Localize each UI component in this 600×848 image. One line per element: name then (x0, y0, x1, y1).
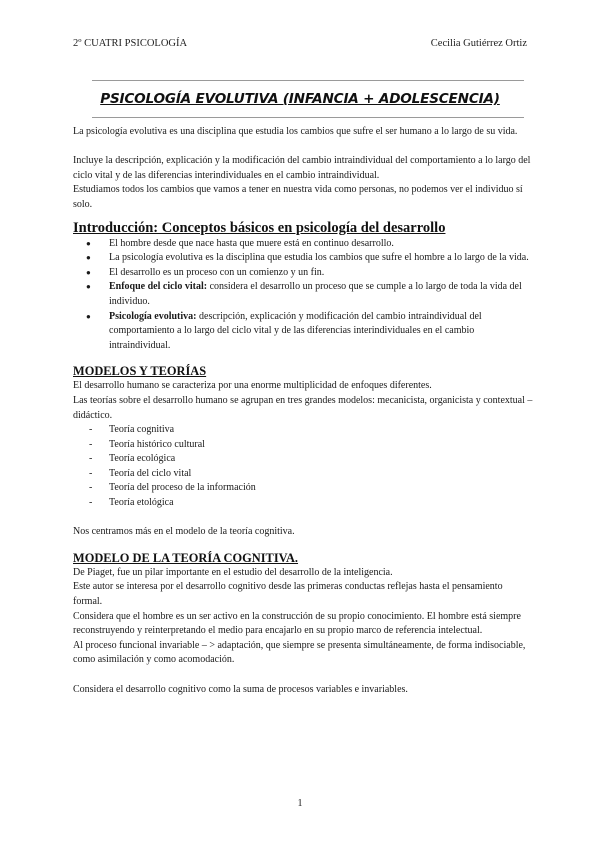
intro-paragraph-3: Estudiamos todos los cambios que vamos a tener en nuestra vida como personas, no podemos ver el individuo sí solo. (73, 184, 523, 210)
list-item: - Teoría cognitiva (89, 423, 533, 438)
theories-list (89, 423, 533, 511)
list-item: - Teoría del ciclo vital (89, 467, 533, 482)
list-item: ● Psicología evolutiva: descripción, explicación y modificación del cambio intraindividual del comportamiento a lo largo del ciclo vital y de las diferencias interindividuales en el cambio intraindividual. (83, 310, 533, 354)
models-paragraph-1: El desarrollo humano se caracteriza por una enorme multiplicidad de enfoques diferentes. (73, 380, 432, 392)
cognitive-paragraph-3: Considera que el hombre es un ser activo en la construcción de su propio conocimiento. El hombre está siempre reconstruyendo y reinterpretando el medio para encajarlo en su propio marco de referencia intelectual. (73, 610, 521, 637)
list-item: ● El desarrollo es un proceso con un comienzo y un fin. (83, 266, 533, 281)
cognitive-paragraph-2: Este autor se interesa por el desarrollo cognitivo desde las primeras conductas reflejas hasta el pensamiento formal. (73, 581, 503, 608)
models-paragraph-3: Nos centramos más en el modelo de la teoría cognitiva. (73, 526, 295, 538)
document-body (73, 125, 533, 697)
cognitive-paragraph-1: De Piaget, fue un pilar importante en el estudio del desarrollo de la inteligencia. (73, 566, 393, 578)
list-item: ● La psicología evolutiva es la disciplina que estudia los cambios que sufre el hombre a lo largo de la vida. (83, 251, 533, 266)
title-rule-bottom (92, 117, 524, 118)
list-item: - Teoría del proceso de la información (89, 481, 533, 496)
cognitive-paragraph-4: Al proceso funcional invariable – > adaptación, que siempre se presenta simultáneamente, de forma indisociable, como asimilación y como acomodación. (73, 639, 526, 666)
list-item: - Teoría ecológica (89, 452, 533, 467)
section-heading-models: MODELOS Y TEORÍAS (73, 364, 207, 379)
list-item: - Teoría histórico cultural (89, 438, 533, 453)
list-item: ● El hombre desde que nace hasta que muere está en continuo desarrollo. (83, 237, 533, 252)
list-item: - Teoría etológica (89, 496, 533, 511)
intro-paragraph-2: Incluye la descripción, explicación y la modificación del cambio intraindividual del comportamiento a lo largo del ciclo vital y de las diferencias interindividuales en el cambio intraindividual. (73, 155, 531, 181)
list-item: ● Enfoque del ciclo vital: considera el desarrollo un proceso que se cumple a lo largo de toda la vida del individuo. (83, 280, 533, 309)
page-number: 1 (297, 798, 303, 809)
cognitive-paragraph-5: Considera el desarrollo cognitivo como la suma de procesos variables e invariables. (73, 683, 408, 695)
models-paragraph-2: Las teorías sobre el desarrollo humano se agrupan en tres grandes modelos: mecanicista, organicista y contextual – didáctico. (73, 394, 533, 421)
section-heading-cognitive: MODELO DE LA TEORÍA COGNITIVA. (73, 550, 299, 565)
page-title: PSICOLOGÍA EVOLUTIVA (INFANCIA + ADOLESCENCIA) (100, 91, 500, 107)
header-course: 2º CUATRI PSICOLOGÍA (73, 38, 188, 49)
intro-paragraph-1: La psicología evolutiva es una disciplina que estudia los cambios que sufre el ser humano a lo largo de su vida. (73, 126, 518, 137)
section-heading-intro: Introducción: Conceptos básicos en psicología del desarrollo (73, 219, 446, 236)
concepts-list (83, 237, 533, 354)
header-author: Cecilia Gutiérrez Ortiz (430, 38, 527, 49)
title-rule-top (92, 80, 524, 81)
